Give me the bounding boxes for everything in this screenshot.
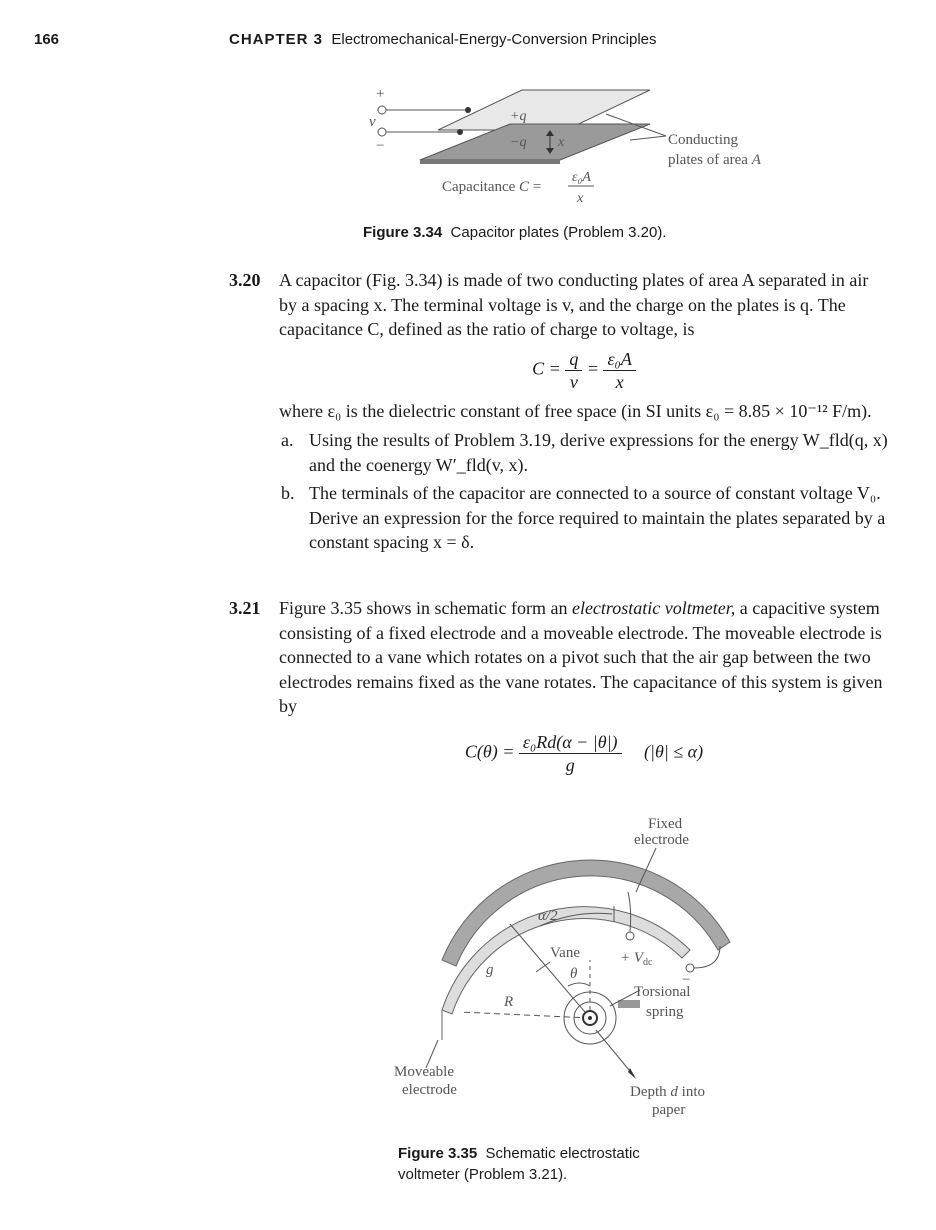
fixed-electrode-label-1: Fixed	[648, 816, 683, 832]
torsional-label-2: spring	[646, 1004, 684, 1020]
chapter-label: CHAPTER 3	[229, 31, 324, 48]
vane-label: Vane	[550, 945, 580, 961]
vane-edge-1	[510, 924, 590, 1018]
problem-3-21-text-after: a capacitive system consisting of a fixed electrode and a moveable electrode. The moveable electrode is connected to a vane which rotates on a pivot such that the air gap between the two electrodes remains fixed as the vane rotates. The capacitance of this system is given by	[279, 598, 883, 716]
theta-label: θ	[570, 966, 578, 982]
terminal-bottom	[378, 128, 386, 136]
running-head	[229, 31, 657, 48]
figure-3-34-capacitor-plates	[360, 84, 780, 214]
depth-arrowhead	[628, 1068, 636, 1079]
fixed-electrode-label-2: electrode	[634, 832, 689, 848]
eq-frac2-den: x	[615, 371, 624, 392]
eq-frac2-num: ε₀A	[603, 348, 635, 371]
vdc-label: + $V_{dc}$	[620, 950, 653, 968]
moveable-label-1: Moveable	[394, 1064, 454, 1080]
problem-3-20-where: where ε₀ is the dielectric constant of free space (in SI units ε₀ = 8.85 × 10⁻¹² F/m).	[279, 400, 872, 421]
label-minus-q: −q	[510, 135, 527, 150]
eq-lhs: C =	[532, 358, 561, 379]
problem-3-21-number: 3.21	[229, 598, 261, 618]
figure-3-34-caption	[363, 224, 666, 241]
capacitance-den: x	[577, 191, 584, 206]
alpha-half-label: α/2	[538, 908, 558, 924]
problem-3-20-part-a	[281, 428, 889, 477]
depth-label-1: Depth d into	[630, 1084, 706, 1100]
g-label: g	[486, 962, 494, 978]
part-b-text: The terminals of the capacitor are connected to a source of constant voltage V₀. Derive an expression for the force required to maintain the plates separated by a constant spacing x = δ.	[309, 483, 886, 552]
eq-frac-e0a-over-x	[603, 348, 635, 393]
torsional-label-1: Torsional	[634, 984, 691, 1000]
eq321-den: g	[565, 754, 575, 775]
problem-3-20-number: 3.20	[229, 270, 261, 290]
problem-3-20-equation	[279, 348, 889, 393]
figure-3-35-caption-label: Figure 3.35	[398, 1145, 478, 1162]
eq-frac1-den: v	[569, 371, 578, 392]
eq-mid: =	[586, 358, 599, 379]
depth-label-2: paper	[652, 1102, 686, 1118]
capacitance-num: ε₀A	[572, 170, 591, 185]
problem-3-21-equation	[279, 731, 889, 776]
contact-top	[465, 107, 471, 113]
label-plus-q: +q	[510, 109, 527, 124]
chapter-title: Electromechanical-Energy-Conversion Principles	[331, 31, 657, 48]
vane-edge-2	[460, 1012, 590, 1018]
eq-frac-q-over-v	[565, 348, 582, 393]
problem-3-20	[229, 268, 889, 555]
vdc-minus: −	[682, 972, 691, 988]
problem-3-21-text	[279, 596, 889, 719]
theta-arc	[568, 983, 590, 986]
r-label: R	[504, 994, 514, 1010]
figure-3-35-voltmeter	[390, 800, 750, 1140]
label-x: x	[558, 135, 565, 150]
figure-3-35-caption	[398, 1143, 640, 1185]
pivot-center	[588, 1016, 592, 1020]
eq321-lhs: C(θ) =	[464, 741, 515, 762]
label-plus: +	[376, 86, 385, 102]
eq321-num: ε₀Rd(α − |θ|)	[519, 731, 622, 754]
eq-frac1-num: q	[565, 348, 582, 371]
figure-3-35-caption-line2: voltmeter (Problem 3.21).	[398, 1166, 568, 1183]
vdc-terminal-minus	[686, 964, 694, 972]
lead-wire-2	[694, 946, 720, 968]
problem-3-20-intro: A capacitor (Fig. 3.34) is made of two conducting plates of area A separated in air by a spacing x. The terminal voltage is v, and the charge on the plates is q. The capacitance C, defined as the ratio of charge to voltage, is	[279, 270, 869, 339]
page-number: 166	[34, 31, 60, 48]
problem-3-21-text-before: Figure 3.35 shows in schematic form an	[279, 598, 572, 618]
label-v: v	[369, 114, 376, 130]
part-a-label: a.	[281, 430, 294, 450]
spring-anchor	[618, 1000, 640, 1008]
problem-3-21	[229, 596, 889, 776]
callout-line1: Conducting	[668, 132, 738, 148]
part-a-text: Using the results of Problem 3.19, derive expressions for the energy W_fld(q, x) and the coenergy W′_fld(v, x).	[309, 430, 888, 475]
moveable-label-2: electrode	[402, 1082, 457, 1098]
vdc-terminal-plus	[626, 932, 634, 940]
figure-3-34-caption-text: Capacitor plates (Problem 3.20).	[450, 224, 667, 241]
eq321-condition: (|θ| ≤ α)	[644, 741, 704, 762]
capacitance-lhs: Capacitance C =	[442, 179, 542, 195]
depth-leader	[596, 1030, 634, 1076]
bottom-plate-shade	[420, 160, 560, 164]
callout-leader-2	[630, 136, 666, 140]
figure-3-35-caption-line1: Schematic electrostatic	[485, 1145, 640, 1162]
problem-3-21-term: electrostatic voltmeter,	[571, 598, 736, 618]
callout-line2: plates of area A	[668, 152, 761, 168]
problem-3-20-part-b	[281, 481, 889, 555]
eq321-frac	[519, 731, 622, 776]
terminal-top	[378, 106, 386, 114]
part-b-label: b.	[281, 483, 295, 503]
contact-bottom	[457, 129, 463, 135]
figure-3-34-caption-label: Figure 3.34	[363, 224, 443, 241]
label-minus: −	[376, 138, 385, 154]
